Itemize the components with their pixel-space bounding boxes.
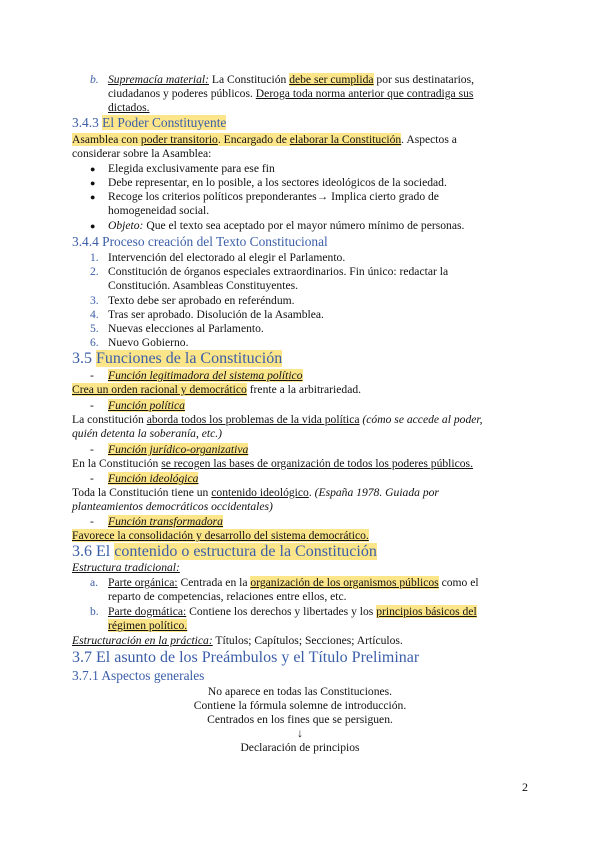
list-item: Nuevas elecciones al Parlamento. (108, 322, 264, 335)
heading-number: 3.6 El (72, 543, 115, 560)
funcion-politica (108, 399, 185, 413)
underlined-text: Parte orgánica: (108, 576, 178, 589)
supremacia-line-1 (108, 73, 474, 87)
underlined-text: contenido ideológico (211, 486, 309, 499)
heading-number: 3.5 (72, 350, 96, 367)
text: . (308, 486, 315, 499)
heading-3-5 (72, 350, 282, 368)
list-marker-b: b. (90, 73, 99, 86)
list-number: 4. (90, 308, 99, 321)
page-number: 2 (522, 780, 528, 794)
objeto-line (108, 219, 464, 233)
objeto-label: Objeto: (108, 219, 144, 232)
italic-text: (España 1978. Guiada por (314, 486, 439, 499)
dash-marker: - (90, 443, 94, 456)
bullet-text: Elegida exclusivamente para ese fin (108, 162, 275, 175)
dash-marker: - (90, 472, 94, 485)
estructura-tradicional (72, 561, 180, 575)
heading-title: Funciones de la Constitución (96, 350, 283, 367)
funcion-legitimadora (108, 369, 303, 383)
bullet-text-continued: homogeneidad social. (108, 204, 210, 217)
centered-line-4: Declaración de principios (240, 741, 360, 754)
text: como el (438, 576, 479, 589)
heading-3-7-1: 3.7.1 Aspectos generales (72, 668, 205, 683)
asamblea-line-2: considerar sobre la Asamblea: (72, 147, 212, 160)
italic-text: planteamientos democráticos occidentales) (72, 500, 273, 513)
text: . Aspectos a (401, 133, 457, 146)
dash-marker: - (90, 515, 94, 528)
funcion-transformadora (108, 515, 223, 529)
heading-3-4-4: 3.4.4 Proceso creación del Texto Constitucional (72, 234, 328, 249)
ideologica-text-1 (72, 486, 439, 500)
list-item: Nuevo Gobierno. (108, 336, 189, 349)
italic-underline: Estructuración en la práctica: (72, 634, 213, 647)
text: ciudadanos y poderes públicos. (108, 87, 256, 100)
parte-dogmatica-line-1 (108, 605, 477, 619)
function-title: Función legitimadora del sistema político (108, 369, 303, 382)
transformadora-text (72, 529, 369, 543)
centered-line-2: Contiene la fórmula solemne de introducción. (193, 699, 407, 712)
supremacia-line-3 (108, 101, 150, 115)
highlight: . Encargado de (217, 133, 290, 146)
highlight-underline: poder transitorio (140, 133, 218, 146)
asamblea-line-1 (72, 133, 457, 147)
list-item: Tras ser aprobado. Disolución de la Asamblea. (108, 308, 324, 321)
underlined-text: dictados. (108, 101, 150, 114)
list-marker-a: a. (90, 576, 99, 589)
function-title: Función ideológica (108, 472, 199, 485)
underlined-text: Deroga toda norma anterior que contradiga sus (255, 87, 474, 100)
highlight-underline: organización de los organismos públicos (250, 576, 439, 589)
list-number: 1. (90, 251, 99, 264)
heading-number: 3.4.3 (72, 115, 103, 130)
italic-text: quién detenta la soberanía, etc.) (72, 427, 223, 440)
highlight-underline: elaborar la Constitución (289, 133, 402, 146)
text: Toda la Constitución tiene un (72, 486, 212, 499)
politica-text-2 (72, 427, 222, 441)
highlight-underline: principios básicos del (376, 605, 477, 618)
bullet-icon: ● (90, 192, 96, 202)
bullet-icon: ● (90, 221, 96, 231)
highlight-underline: Favorece la consolidación y desarrollo del sistema democrático. (72, 529, 369, 542)
list-number: 2. (90, 265, 99, 278)
funcion-juridico (108, 443, 248, 457)
heading-3-4-3 (72, 115, 226, 131)
text: Contiene los derechos y libertades y los (186, 605, 377, 618)
estructuracion-practica (72, 634, 403, 648)
highlight-underline: Crea un orden racional y democrático (72, 383, 247, 396)
italic-underline: Estructura tradicional: (72, 561, 180, 574)
dash-marker: - (90, 369, 94, 382)
heading-title: El Poder Constituyente (102, 115, 227, 130)
list-number: 5. (90, 322, 99, 335)
centered-line-1: No aparece en todas las Constituciones. (207, 685, 393, 698)
function-title: Función transformadora (108, 515, 223, 528)
text: frente a la arbitrariedad. (246, 383, 362, 396)
down-arrow-icon: ↓ (297, 727, 303, 740)
function-title: Función política (108, 399, 185, 412)
juridico-text (72, 457, 473, 471)
bullet-text: Debe representar, en lo posible, a los sectores ideológicos de la sociedad. (108, 176, 447, 189)
list-item: Constitución de órganos especiales extraordinarios. Fin único: redactar la (108, 265, 449, 278)
parte-organica-line-1 (108, 576, 479, 590)
highlight: Asamblea con (72, 133, 141, 146)
list-item-continued: Constitución. Asambleas Constituyentes. (108, 279, 299, 292)
text: por sus destinatarios, (373, 73, 474, 86)
parte-dogmatica-line-2 (108, 619, 187, 633)
underlined-text: aborda todos los problemas de la vida política (146, 413, 360, 426)
list-item: Intervención del electorado al elegir el Parlamento. (108, 251, 346, 264)
legitimadora-text (72, 383, 361, 397)
text: Centrada en la (177, 576, 251, 589)
highlight-underline: régimen político. (108, 619, 188, 632)
underlined-text: se recogen las bases de organización de todos los poderes públicos. (161, 457, 473, 470)
centered-line-3: Centrados en los fines que se persiguen. (207, 713, 393, 726)
text: En la Constitución (72, 457, 162, 470)
heading-3-6 (72, 543, 377, 561)
italic-text: (cómo se accede al poder, (359, 413, 483, 426)
bullet-icon: ● (90, 164, 96, 174)
function-title: Función jurídico-organizativa (108, 443, 249, 456)
list-number: 6. (90, 336, 99, 349)
text: La Constitución (209, 73, 290, 86)
list-item: Texto debe ser aprobado en referéndum. (108, 294, 295, 307)
heading-title: contenido o estructura de la Constitución (114, 543, 377, 560)
list-marker-b: b. (90, 605, 99, 618)
list-number: 3. (90, 294, 99, 307)
highlight-debe-ser-cumplida: debe ser cumplida (289, 73, 374, 86)
text: Títulos; Capítulos; Secciones; Artículos. (212, 634, 403, 647)
text: La constitución (72, 413, 147, 426)
supremacia-line-2 (108, 87, 473, 101)
bullet-text: Recoge los criterios políticos preponderantes→ Implica cierto grado de (108, 190, 439, 203)
underlined-text: Parte dogmática: (108, 605, 187, 618)
parte-organica-line-2: reparto de competencias, relaciones entre ellos, etc. (108, 590, 347, 603)
bullet-icon: ● (90, 178, 96, 188)
dash-marker: - (90, 399, 94, 412)
funcion-ideologica (108, 472, 198, 486)
heading-3-7: 3.7 El asunto de los Preámbulos y el Título Preliminar (72, 649, 420, 666)
politica-text-1 (72, 413, 483, 427)
text: Que el texto sea aceptado por el mayor número mínimo de personas. (143, 219, 465, 232)
ideologica-text-2 (72, 500, 273, 514)
supremacia-label: Supremacía material: (108, 73, 209, 86)
